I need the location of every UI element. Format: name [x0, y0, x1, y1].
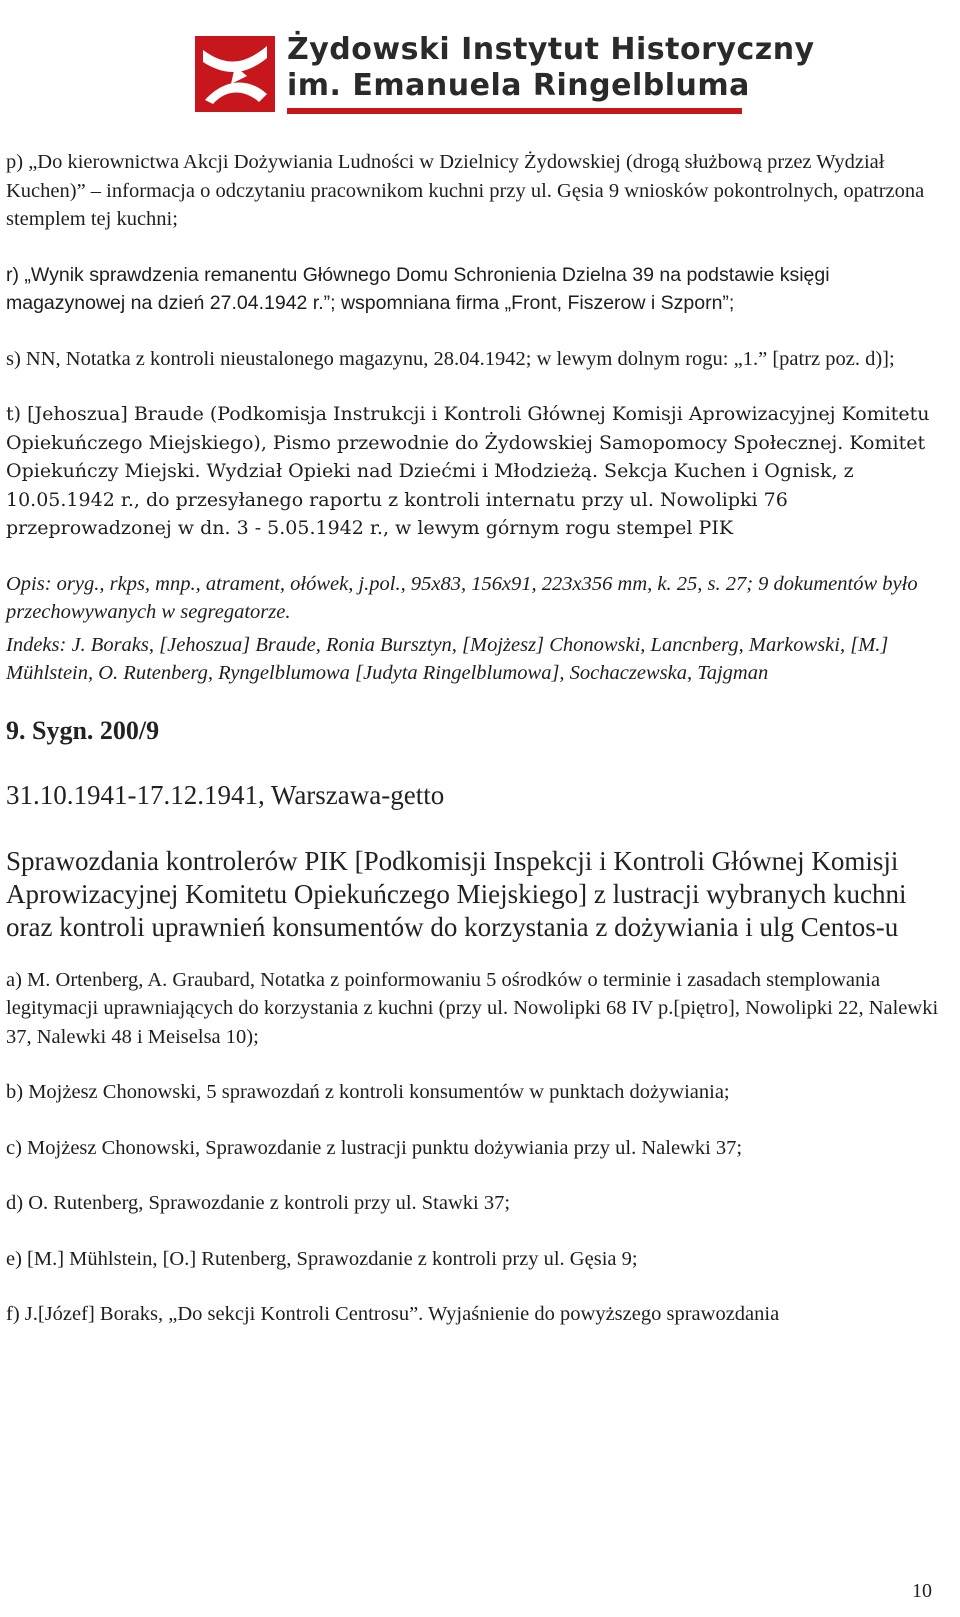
entry-p: p) „Do kierownictwa Akcji Dożywiania Ludności w Dzielnicy Żydowskiej (drogą służbową przez Wydział Kuchen)” – informacja o odczytaniu pracownikom kuchni przy ul. Gęsia 9 wniosków pokontrolnych, opatrzona stemplem tej kuchni; [6, 151, 925, 230]
page-number: 10 [912, 1580, 932, 1602]
date-place: 31.10.1941-17.12.1941, Warszawa-getto [6, 779, 445, 810]
zih-logo-icon [195, 36, 275, 112]
entry-a: a) M. Ortenberg, A. Graubard, Notatka z poinformowaniu 5 ośrodków o terminie i zasadach stemplowania legitymacji uprawniających do korzystania z kuchni (przy ul. Nowolipki 68 IV p.[piętro], Nowolipki 22, Nalewki 37, Nalewki 48 i Meiselsa 10); [6, 968, 939, 1048]
index-list: Indeks: J. Boraks, [Jehoszua] Braude, Ronia Bursztyn, [Mojżesz] Chonowski, Lancnberg, Markowski, [M.] Mühlstein, O. Rutenberg, Ryngelblumowa [Judyta Ringelblumowa], Sochaczewska, Tajgman [6, 633, 889, 684]
logo-mark-icon [195, 36, 275, 112]
entry-e: e) [M.] Mühlstein, [O.] Rutenberg, Sprawozdanie z kontroli przy ul. Gęsia 9; [6, 1247, 638, 1270]
entry-f: f) J.[Józef] Boraks, „Do sekcji Kontroli Centrosu”. Wyjaśnienie do powyższego sprawozdania [6, 1303, 780, 1325]
institute-name: Żydowski Instytut Historyczny [287, 32, 815, 67]
document-body [6, 148, 941, 1356]
entry-c: c) Mojżesz Chonowski, Sprawozdanie z lustracji punktu dożywiania przy ul. Nalewki 37; [6, 1136, 743, 1159]
header-underline [287, 108, 742, 114]
entry-b: b) Mojżesz Chonowski, 5 sprawozdań z kontroli konsumentów w punktach dożywiania; [6, 1081, 730, 1103]
page-header [195, 28, 815, 118]
collection-title: Sprawozdania kontrolerów PIK [Podkomisji Inspekcji i Kontroli Głównej Komisji Aprowizacyjnej Komitetu Opiekuńczego Miejskiego] z lustracji wybranych kuchni oraz kontroli uprawnień konsumentów do korzystania z dożywiania i ulg Centos-u [6, 845, 907, 942]
institute-subname: im. Emanuela Ringelbluma [287, 68, 750, 103]
entry-d: d) O. Rutenberg, Sprawozdanie z kontroli przy ul. Stawki 37; [6, 1192, 511, 1214]
entry-t: t) [Jehoszua] Braude (Podkomisja Instrukcji i Kontroli Głównej Komisji Aprowizacyjnej Komitetu Opiekuńczego Miejskiego), Pismo przewodnie do Żydowskiej Samopomocy Społecznej. Komitet Opiekuńczy Miejski. Wydział Opieki nad Dziećmi i Młodzieżą. Sekcja Kuchen i Ognisk, z 10.05.1942 r., do przesyłanego raportu z kontroli internatu przy ul. Nowolipki 76 przeprowadzonej w dn. 3 - 5.05.1942 r., w lewym górnym rogu stempel PIK [6, 403, 930, 539]
description-opis: Opis: oryg., rkps, mnp., atrament, ołówek, j.pol., 95x83, 156x91, 223x356 mm, k. 25, s. 27; 9 dokumentów było przechowywanych w segregatorze. [6, 572, 918, 623]
entry-r: r) „Wynik sprawdzenia remanentu Głównego Domu Schronienia Dzielna 39 na podstawie księgi magazynowej na dzień 27.04.1942 r.”; wspomniana firma „Front, Fiszerow i Szporn”; [6, 263, 830, 314]
signature-heading: 9. Sygn. 200/9 [6, 715, 160, 745]
entry-s: s) NN, Notatka z kontroli nieustalonego magazynu, 28.04.1942; w lewym dolnym rogu: „1.” [patrz poz. d)]; [6, 347, 895, 370]
